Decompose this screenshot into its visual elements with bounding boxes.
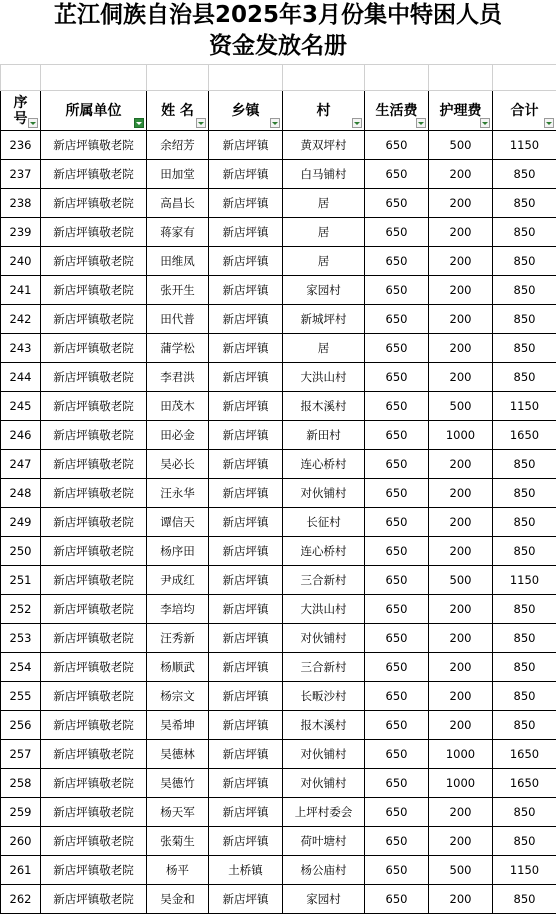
cell-living[interactable]: 650	[365, 131, 429, 160]
table-row[interactable]	[1, 769, 556, 798]
cell-village[interactable]: 对伙铺村	[283, 740, 365, 769]
header-name-label: 姓 名	[161, 102, 194, 119]
cell-living[interactable]: 650	[365, 160, 429, 189]
cell-unit[interactable]: 新店坪镇敬老院	[41, 450, 147, 479]
cell-living[interactable]: 650	[365, 566, 429, 595]
cell-town[interactable]: 新店坪镇	[209, 363, 283, 392]
cell-total[interactable]: 850	[493, 189, 556, 218]
cell-seq[interactable]: 243	[1, 334, 41, 363]
cell-total[interactable]: 850	[493, 827, 556, 856]
table-row[interactable]	[1, 421, 556, 450]
table-row[interactable]	[1, 595, 556, 624]
cell-unit[interactable]: 新店坪镇敬老院	[41, 131, 147, 160]
cell-town[interactable]: 新店坪镇	[209, 798, 283, 827]
cell-town[interactable]: 新店坪镇	[209, 682, 283, 711]
table-row[interactable]	[1, 247, 556, 276]
cell-total[interactable]: 1150	[493, 131, 556, 160]
table-row[interactable]	[1, 363, 556, 392]
cell-seq[interactable]: 239	[1, 218, 41, 247]
cell-living[interactable]: 650	[365, 682, 429, 711]
cell-town[interactable]: 新店坪镇	[209, 537, 283, 566]
cell-name[interactable]: 张开生	[147, 276, 209, 305]
cell-village[interactable]: 杨公庙村	[283, 856, 365, 885]
cell-seq[interactable]: 261	[1, 856, 41, 885]
cell-total[interactable]: 850	[493, 450, 556, 479]
cell-total[interactable]: 850	[493, 276, 556, 305]
header-row	[1, 91, 556, 131]
cell-village[interactable]: 居	[283, 334, 365, 363]
title-line-2: 资金发放名册	[209, 33, 347, 59]
cell-care[interactable]: 200	[429, 798, 493, 827]
cell-care[interactable]: 1000	[429, 740, 493, 769]
cell-unit[interactable]: 新店坪镇敬老院	[41, 276, 147, 305]
cell-care[interactable]: 500	[429, 566, 493, 595]
cell-village[interactable]: 长征村	[283, 508, 365, 537]
cell-living[interactable]: 650	[365, 392, 429, 421]
cell-total[interactable]: 1650	[493, 769, 556, 798]
cell-village[interactable]: 报木溪村	[283, 392, 365, 421]
cell-care[interactable]: 500	[429, 856, 493, 885]
table-row[interactable]	[1, 682, 556, 711]
cell-unit[interactable]: 新店坪镇敬老院	[41, 305, 147, 334]
cell-name[interactable]: 汪秀新	[147, 624, 209, 653]
table-row[interactable]	[1, 856, 556, 885]
cell-seq[interactable]: 262	[1, 885, 41, 914]
cell-living[interactable]: 650	[365, 189, 429, 218]
cell-name[interactable]: 杨序田	[147, 537, 209, 566]
cell-village[interactable]: 白马铺村	[283, 160, 365, 189]
table-row[interactable]	[1, 479, 556, 508]
cell-unit[interactable]: 新店坪镇敬老院	[41, 508, 147, 537]
header-name	[147, 91, 209, 131]
cell-name[interactable]: 吴金和	[147, 885, 209, 914]
cell-town[interactable]: 土桥镇	[209, 856, 283, 885]
header-seq	[1, 91, 41, 131]
cell-town[interactable]: 新店坪镇	[209, 160, 283, 189]
cell-town[interactable]: 新店坪镇	[209, 276, 283, 305]
cell-care[interactable]: 200	[429, 450, 493, 479]
cell-unit[interactable]: 新店坪镇敬老院	[41, 740, 147, 769]
cell-total[interactable]: 1150	[493, 392, 556, 421]
header-total	[493, 91, 556, 131]
cell-unit[interactable]: 新店坪镇敬老院	[41, 334, 147, 363]
roster-table	[0, 64, 556, 914]
cell-total[interactable]: 1650	[493, 421, 556, 450]
cell-town[interactable]: 新店坪镇	[209, 247, 283, 276]
cell-seq[interactable]: 249	[1, 508, 41, 537]
cell-seq[interactable]: 256	[1, 711, 41, 740]
cell-total[interactable]: 850	[493, 537, 556, 566]
filter-dropdown-icon[interactable]	[196, 118, 206, 128]
cell-seq[interactable]: 236	[1, 131, 41, 160]
header-village-label: 村	[316, 102, 331, 119]
cell-village[interactable]: 黄双坪村	[283, 131, 365, 160]
header-village	[283, 91, 365, 131]
cell-care[interactable]: 200	[429, 827, 493, 856]
header-unit-label: 所属单位	[65, 102, 122, 119]
cell-name[interactable]: 吴德竹	[147, 769, 209, 798]
table-row[interactable]	[1, 131, 556, 160]
cell-town[interactable]: 新店坪镇	[209, 624, 283, 653]
cell-care[interactable]: 200	[429, 711, 493, 740]
cell-care[interactable]: 200	[429, 537, 493, 566]
cell-care[interactable]: 200	[429, 624, 493, 653]
cell-total[interactable]: 850	[493, 508, 556, 537]
table-row[interactable]	[1, 624, 556, 653]
cell-care[interactable]: 1000	[429, 769, 493, 798]
cell-name[interactable]: 杨宗文	[147, 682, 209, 711]
cell-unit[interactable]: 新店坪镇敬老院	[41, 624, 147, 653]
table-row[interactable]	[1, 334, 556, 363]
cell-village[interactable]: 大洪山村	[283, 363, 365, 392]
cell-total[interactable]: 1650	[493, 740, 556, 769]
filter-dropdown-icon[interactable]	[270, 118, 280, 128]
cell-seq[interactable]: 237	[1, 160, 41, 189]
cell-total[interactable]: 850	[493, 305, 556, 334]
cell-name[interactable]: 杨天军	[147, 798, 209, 827]
cell-seq[interactable]: 246	[1, 421, 41, 450]
cell-seq[interactable]: 257	[1, 740, 41, 769]
cell-village[interactable]: 对伙铺村	[283, 479, 365, 508]
cell-village[interactable]: 三合新村	[283, 566, 365, 595]
table-row[interactable]	[1, 305, 556, 334]
cell-seq[interactable]: 250	[1, 537, 41, 566]
cell-town[interactable]: 新店坪镇	[209, 131, 283, 160]
cell-total[interactable]: 1150	[493, 566, 556, 595]
cell-seq[interactable]: 258	[1, 769, 41, 798]
cell-town[interactable]: 新店坪镇	[209, 769, 283, 798]
cell-town[interactable]: 新店坪镇	[209, 827, 283, 856]
cell-living[interactable]: 650	[365, 508, 429, 537]
cell-care[interactable]: 200	[429, 160, 493, 189]
cell-living[interactable]: 650	[365, 885, 429, 914]
table-row[interactable]	[1, 827, 556, 856]
table-row[interactable]	[1, 450, 556, 479]
cell-town[interactable]: 新店坪镇	[209, 450, 283, 479]
cell-name[interactable]: 李培均	[147, 595, 209, 624]
header-care	[429, 91, 493, 131]
cell-care[interactable]: 200	[429, 885, 493, 914]
cell-seq[interactable]: 240	[1, 247, 41, 276]
cell-name[interactable]: 谭信天	[147, 508, 209, 537]
cell-village[interactable]: 家园村	[283, 276, 365, 305]
cell-seq[interactable]: 251	[1, 566, 41, 595]
cell-town[interactable]: 新店坪镇	[209, 740, 283, 769]
cell-name[interactable]: 吴必长	[147, 450, 209, 479]
cell-name[interactable]: 杨顺武	[147, 653, 209, 682]
cell-village[interactable]: 荷叶塘村	[283, 827, 365, 856]
table-row[interactable]	[1, 566, 556, 595]
cell-living[interactable]: 650	[365, 711, 429, 740]
cell-living[interactable]: 650	[365, 624, 429, 653]
cell-town[interactable]: 新店坪镇	[209, 595, 283, 624]
cell-living[interactable]: 650	[365, 827, 429, 856]
header-living	[365, 91, 429, 131]
cell-name[interactable]: 田代普	[147, 305, 209, 334]
cell-unit[interactable]: 新店坪镇敬老院	[41, 827, 147, 856]
table-row[interactable]	[1, 392, 556, 421]
cell-unit[interactable]: 新店坪镇敬老院	[41, 537, 147, 566]
cell-name[interactable]: 蒋家有	[147, 218, 209, 247]
cell-town[interactable]: 新店坪镇	[209, 479, 283, 508]
cell-village[interactable]: 居	[283, 247, 365, 276]
cell-unit[interactable]: 新店坪镇敬老院	[41, 160, 147, 189]
cell-seq[interactable]: 255	[1, 682, 41, 711]
table-row[interactable]	[1, 798, 556, 827]
cell-unit[interactable]: 新店坪镇敬老院	[41, 885, 147, 914]
filter-dropdown-icon[interactable]	[352, 118, 362, 128]
cell-total[interactable]: 850	[493, 218, 556, 247]
cell-unit[interactable]: 新店坪镇敬老院	[41, 682, 147, 711]
header-town	[209, 91, 283, 131]
cell-unit[interactable]: 新店坪镇敬老院	[41, 798, 147, 827]
cell-village[interactable]: 长畈沙村	[283, 682, 365, 711]
filter-active-icon[interactable]	[134, 118, 144, 128]
cell-total[interactable]: 850	[493, 595, 556, 624]
cell-unit[interactable]: 新店坪镇敬老院	[41, 595, 147, 624]
cell-town[interactable]: 新店坪镇	[209, 392, 283, 421]
cell-total[interactable]: 850	[493, 363, 556, 392]
cell-name[interactable]: 蒲学松	[147, 334, 209, 363]
cell-care[interactable]: 200	[429, 276, 493, 305]
cell-seq[interactable]: 242	[1, 305, 41, 334]
cell-total[interactable]: 850	[493, 160, 556, 189]
cell-total[interactable]: 850	[493, 247, 556, 276]
filter-dropdown-icon[interactable]	[544, 118, 554, 128]
table-row[interactable]	[1, 711, 556, 740]
cell-unit[interactable]: 新店坪镇敬老院	[41, 363, 147, 392]
cell-living[interactable]: 650	[365, 740, 429, 769]
cell-unit[interactable]: 新店坪镇敬老院	[41, 769, 147, 798]
cell-town[interactable]: 新店坪镇	[209, 334, 283, 363]
cell-town[interactable]: 新店坪镇	[209, 218, 283, 247]
table-row[interactable]	[1, 885, 556, 914]
cell-village[interactable]: 连心桥村	[283, 450, 365, 479]
cell-care[interactable]: 200	[429, 682, 493, 711]
cell-care[interactable]: 200	[429, 305, 493, 334]
cell-name[interactable]: 李君洪	[147, 363, 209, 392]
cell-village[interactable]: 对伙铺村	[283, 769, 365, 798]
cell-village[interactable]: 居	[283, 189, 365, 218]
cell-name[interactable]: 杨平	[147, 856, 209, 885]
cell-total[interactable]: 850	[493, 682, 556, 711]
cell-living[interactable]: 650	[365, 450, 429, 479]
cell-seq[interactable]: 248	[1, 479, 41, 508]
cell-living[interactable]: 650	[365, 363, 429, 392]
header-unit	[41, 91, 147, 131]
cell-total[interactable]: 850	[493, 711, 556, 740]
cell-village[interactable]: 家园村	[283, 885, 365, 914]
cell-living[interactable]: 650	[365, 479, 429, 508]
cell-village[interactable]: 居	[283, 218, 365, 247]
cell-village[interactable]: 连心桥村	[283, 537, 365, 566]
cell-name[interactable]: 田维凤	[147, 247, 209, 276]
cell-unit[interactable]: 新店坪镇敬老院	[41, 856, 147, 885]
cell-seq[interactable]: 247	[1, 450, 41, 479]
cell-seq[interactable]: 241	[1, 276, 41, 305]
cell-name[interactable]: 余绍芳	[147, 131, 209, 160]
cell-name[interactable]: 田加堂	[147, 160, 209, 189]
cell-total[interactable]: 1150	[493, 856, 556, 885]
cell-unit[interactable]: 新店坪镇敬老院	[41, 711, 147, 740]
title-line-1: 芷江侗族自治县2025年3月份集中特困人员	[53, 2, 503, 28]
cell-name[interactable]: 高昌长	[147, 189, 209, 218]
cell-total[interactable]: 850	[493, 624, 556, 653]
cell-town[interactable]: 新店坪镇	[209, 305, 283, 334]
cell-town[interactable]: 新店坪镇	[209, 421, 283, 450]
cell-village[interactable]: 对伙铺村	[283, 624, 365, 653]
cell-name[interactable]: 吴希坤	[147, 711, 209, 740]
cell-care[interactable]: 200	[429, 479, 493, 508]
cell-name[interactable]: 张菊生	[147, 827, 209, 856]
cell-village[interactable]: 三合新村	[283, 653, 365, 682]
cell-care[interactable]: 200	[429, 653, 493, 682]
cell-living[interactable]: 650	[365, 276, 429, 305]
cell-unit[interactable]: 新店坪镇敬老院	[41, 247, 147, 276]
filter-dropdown-icon[interactable]	[480, 118, 490, 128]
header-living-label: 生活费	[375, 102, 418, 119]
cell-village[interactable]: 报木溪村	[283, 711, 365, 740]
cell-seq[interactable]: 253	[1, 624, 41, 653]
table-row[interactable]	[1, 160, 556, 189]
table-row[interactable]	[1, 276, 556, 305]
cell-total[interactable]: 850	[493, 334, 556, 363]
cell-town[interactable]: 新店坪镇	[209, 711, 283, 740]
table-row[interactable]	[1, 508, 556, 537]
cell-unit[interactable]: 新店坪镇敬老院	[41, 421, 147, 450]
cell-unit[interactable]: 新店坪镇敬老院	[41, 566, 147, 595]
cell-town[interactable]: 新店坪镇	[209, 189, 283, 218]
cell-care[interactable]: 500	[429, 392, 493, 421]
cell-living[interactable]: 650	[365, 218, 429, 247]
cell-town[interactable]: 新店坪镇	[209, 653, 283, 682]
cell-living[interactable]: 650	[365, 769, 429, 798]
header-town-label: 乡镇	[231, 102, 260, 119]
cell-total[interactable]: 850	[493, 885, 556, 914]
cell-living[interactable]: 650	[365, 334, 429, 363]
header-care-label: 护理费	[439, 102, 482, 119]
cell-care[interactable]: 200	[429, 189, 493, 218]
cell-town[interactable]: 新店坪镇	[209, 885, 283, 914]
cell-living[interactable]: 650	[365, 798, 429, 827]
header-seq-label: 序号	[13, 94, 28, 127]
cell-village[interactable]: 大洪山村	[283, 595, 365, 624]
cell-town[interactable]: 新店坪镇	[209, 566, 283, 595]
filter-dropdown-icon[interactable]	[28, 118, 38, 128]
table-row[interactable]	[1, 218, 556, 247]
cell-unit[interactable]: 新店坪镇敬老院	[41, 479, 147, 508]
cell-village[interactable]: 新城坪村	[283, 305, 365, 334]
cell-living[interactable]: 650	[365, 305, 429, 334]
cell-unit[interactable]: 新店坪镇敬老院	[41, 392, 147, 421]
cell-village[interactable]: 上坪村委会	[283, 798, 365, 827]
cell-seq[interactable]: 260	[1, 827, 41, 856]
header-total-label: 合计	[510, 102, 539, 119]
cell-living[interactable]: 650	[365, 856, 429, 885]
cell-seq[interactable]: 254	[1, 653, 41, 682]
cell-care[interactable]: 200	[429, 363, 493, 392]
sheet-title	[0, 0, 556, 64]
cell-care[interactable]: 200	[429, 595, 493, 624]
cell-name[interactable]: 田茂木	[147, 392, 209, 421]
table-row[interactable]	[1, 653, 556, 682]
cell-living[interactable]: 650	[365, 595, 429, 624]
cell-name[interactable]: 尹成红	[147, 566, 209, 595]
cell-living[interactable]: 650	[365, 247, 429, 276]
cell-seq[interactable]: 245	[1, 392, 41, 421]
cell-living[interactable]: 650	[365, 421, 429, 450]
cell-seq[interactable]: 252	[1, 595, 41, 624]
cell-care[interactable]: 200	[429, 508, 493, 537]
cell-seq[interactable]: 259	[1, 798, 41, 827]
cell-seq[interactable]: 244	[1, 363, 41, 392]
cell-unit[interactable]: 新店坪镇敬老院	[41, 653, 147, 682]
table-row[interactable]	[1, 740, 556, 769]
cell-living[interactable]: 650	[365, 537, 429, 566]
cell-living[interactable]: 650	[365, 653, 429, 682]
cell-unit[interactable]: 新店坪镇敬老院	[41, 189, 147, 218]
cell-village[interactable]: 新田村	[283, 421, 365, 450]
cell-total[interactable]: 850	[493, 653, 556, 682]
cell-care[interactable]: 200	[429, 334, 493, 363]
cell-total[interactable]: 850	[493, 479, 556, 508]
cell-care[interactable]: 500	[429, 131, 493, 160]
cell-seq[interactable]: 238	[1, 189, 41, 218]
cell-care[interactable]: 200	[429, 247, 493, 276]
table-row[interactable]	[1, 189, 556, 218]
cell-name[interactable]: 田必金	[147, 421, 209, 450]
cell-care[interactable]: 200	[429, 218, 493, 247]
cell-care[interactable]: 1000	[429, 421, 493, 450]
cell-town[interactable]: 新店坪镇	[209, 508, 283, 537]
cell-total[interactable]: 850	[493, 798, 556, 827]
cell-name[interactable]: 汪永华	[147, 479, 209, 508]
table-row[interactable]	[1, 537, 556, 566]
filter-dropdown-icon[interactable]	[416, 118, 426, 128]
blank-row	[1, 65, 556, 91]
cell-unit[interactable]: 新店坪镇敬老院	[41, 218, 147, 247]
cell-name[interactable]: 吴德林	[147, 740, 209, 769]
